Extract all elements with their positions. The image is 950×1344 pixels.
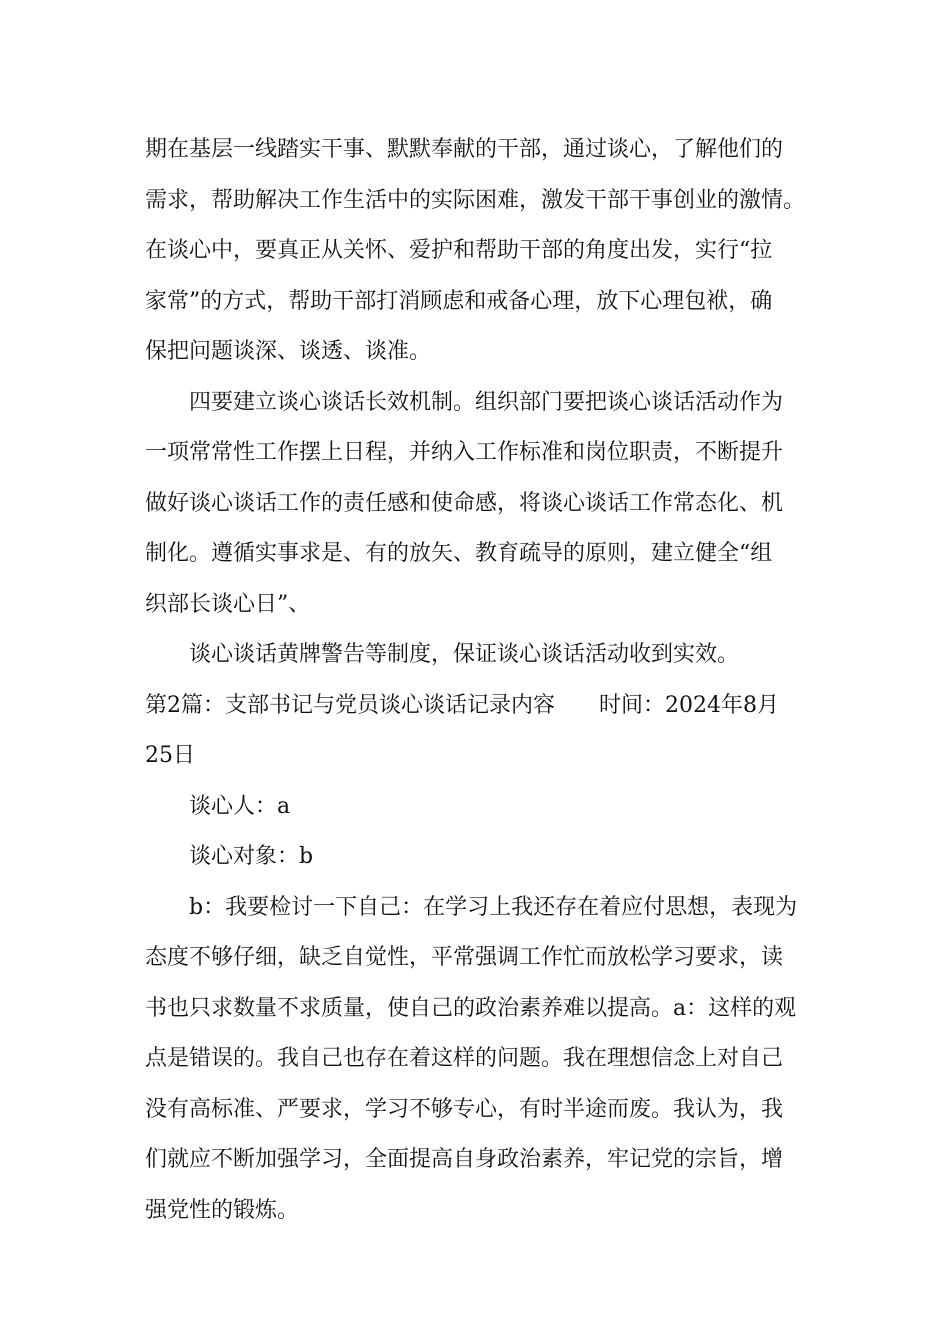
paragraph-long-term-mechanism xyxy=(145,378,815,631)
document-body xyxy=(145,125,815,1236)
section-heading xyxy=(145,681,815,782)
heading-line xyxy=(145,681,815,732)
text-line: 需求，帮助解决工作生活中的实际困难，激发干部干事创业的激情。 xyxy=(145,187,806,213)
talker-field: 谈心人：a xyxy=(189,793,291,819)
text-line: 家常”的方式，帮助干部打消顾虑和戒备心理，放下心理包袱，确 xyxy=(145,288,773,314)
text-line: 做好谈心谈话工作的责任感和使命感，将谈心谈话工作常态化、机 xyxy=(145,490,784,516)
talk-participants xyxy=(145,782,815,883)
section-title: 第2篇：支部书记与党员谈心谈话记录内容 xyxy=(145,692,555,718)
text-line: 谈心谈话黄牌警告等制度，保证谈心谈话活动收到实效。 xyxy=(189,642,740,667)
text-line: 在谈心中，要真正从关怀、爱护和帮助干部的角度出发，实行“拉 xyxy=(145,238,773,263)
paragraph-talk-record xyxy=(145,883,815,1237)
text-line: 期在基层一线踏实干事、默默奉献的干部，通过谈心，了解他们的 xyxy=(145,137,784,162)
text-line: 们就应不断加强学习，全面提高自身政治素养，牢记党的宗旨，增 xyxy=(145,1147,784,1172)
text-line: 书也只求数量不求质量，使自己的政治素养难以提高。a：这样的观 xyxy=(145,995,797,1021)
text-line: 强党性的锻炼。 xyxy=(145,1197,300,1223)
text-line: 四要建立谈心谈话长效机制。组织部门要把谈心谈话活动作为 xyxy=(189,389,784,415)
section-date-suffix: 25日 xyxy=(145,743,195,768)
paragraph-yellow-card-system xyxy=(145,630,815,681)
section-date-prefix: 时间：2024年8月 xyxy=(599,692,779,718)
text-line: b：我要检讨一下自己：在学习上我还存在着应付思想，表现为 xyxy=(189,894,798,920)
text-line: 保把问题谈深、谈透、谈准。 xyxy=(145,339,432,364)
text-line: 态度不够仔细，缺乏自觉性，平常强调工作忙而放松学习要求，读 xyxy=(145,945,784,970)
talk-target-field: 谈心对象：b xyxy=(189,844,314,869)
text-line: 点是错误的。我自己也存在着这样的问题。我在理想信念上对自己 xyxy=(145,1046,784,1071)
paragraph-care-talk xyxy=(145,125,815,378)
text-line: 没有高标准、严要求，学习不够专心，有时半途而废。我认为，我 xyxy=(145,1096,784,1122)
text-line: 制化。遵循实事求是、有的放矢、教育疏导的原则，建立健全“组 xyxy=(145,541,773,566)
text-line: 织部长谈心日”、 xyxy=(145,591,311,617)
text-line: 一项常常性工作摆上日程，并纳入工作标准和岗位职责，不断提升 xyxy=(145,440,784,465)
